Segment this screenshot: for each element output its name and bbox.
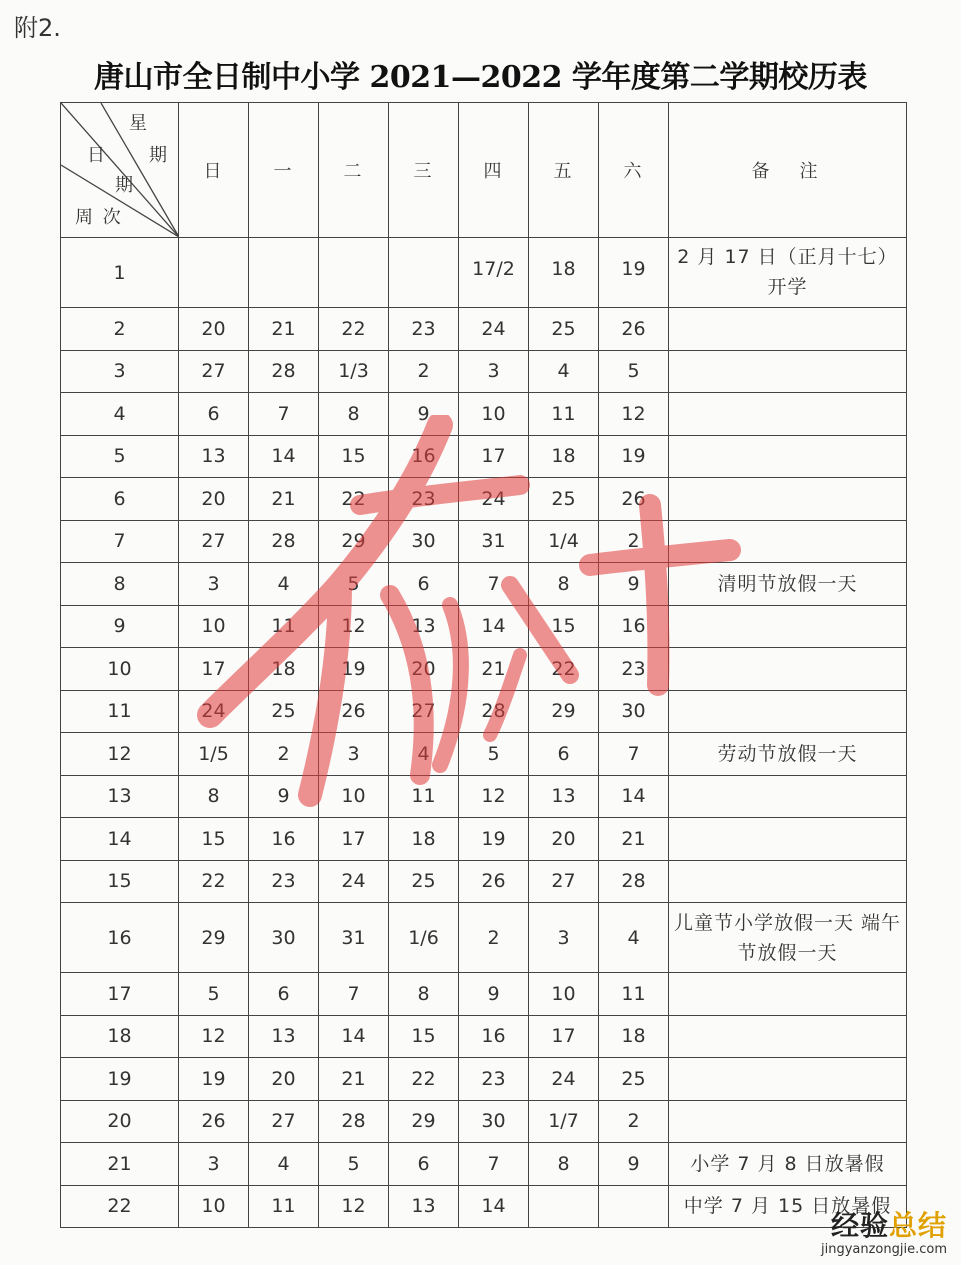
date-cell: 12: [459, 775, 529, 818]
remark-cell: 中学 7 月 15 日放暑假: [669, 1185, 907, 1228]
week-number-cell: 19: [61, 1058, 179, 1101]
date-cell: 20: [389, 648, 459, 691]
week-row: [61, 1143, 907, 1186]
date-cell: 17: [459, 435, 529, 478]
date-cell: 26: [599, 308, 669, 351]
date-cell: 8: [319, 393, 389, 436]
remark-cell: [669, 690, 907, 733]
week-number-cell: 13: [61, 775, 179, 818]
date-cell: 19: [459, 818, 529, 861]
date-cell: 5: [599, 350, 669, 393]
date-cell: 26: [179, 1100, 249, 1143]
week-number-cell: 17: [61, 973, 179, 1016]
day-header-sun: 日: [179, 103, 249, 238]
remark-cell: [669, 1058, 907, 1101]
remark-cell: [669, 973, 907, 1016]
week-row: [61, 648, 907, 691]
remark-cell: 清明节放假一天: [669, 563, 907, 606]
date-cell: 28: [249, 520, 319, 563]
date-cell: 21: [249, 478, 319, 521]
week-number-cell: 16: [61, 903, 179, 973]
corner-label-qi-mid: 期: [115, 175, 135, 196]
week-row: [61, 973, 907, 1016]
corner-label-week: 周 次: [75, 207, 123, 228]
date-cell: 7: [459, 1143, 529, 1186]
remark-cell: [669, 393, 907, 436]
remark-cell: [669, 648, 907, 691]
date-cell: 3: [459, 350, 529, 393]
date-cell: 13: [389, 1185, 459, 1228]
week-number-cell: 7: [61, 520, 179, 563]
date-cell: 9: [599, 563, 669, 606]
week-number-cell: 15: [61, 860, 179, 903]
date-cell: 25: [249, 690, 319, 733]
week-row: [61, 605, 907, 648]
week-number-cell: 9: [61, 605, 179, 648]
date-cell: 6: [529, 733, 599, 776]
week-row: [61, 350, 907, 393]
date-cell: 8: [389, 973, 459, 1016]
date-cell: 21: [319, 1058, 389, 1101]
date-cell: 10: [459, 393, 529, 436]
date-cell: 11: [599, 973, 669, 1016]
date-cell: 14: [599, 775, 669, 818]
date-cell: 21: [459, 648, 529, 691]
day-header-thu: 四: [459, 103, 529, 238]
date-cell: 15: [179, 818, 249, 861]
date-cell: 17: [319, 818, 389, 861]
date-cell: [179, 238, 249, 308]
date-cell: 8: [179, 775, 249, 818]
week-row: [61, 1058, 907, 1101]
week-row: [61, 903, 907, 973]
date-cell: 6: [389, 1143, 459, 1186]
date-cell: 22: [529, 648, 599, 691]
remark-cell: [669, 350, 907, 393]
date-cell: 2: [389, 350, 459, 393]
date-cell: 24: [179, 690, 249, 733]
date-cell: 19: [179, 1058, 249, 1101]
date-cell: 21: [599, 818, 669, 861]
week-row: [61, 1100, 907, 1143]
date-cell: 16: [389, 435, 459, 478]
date-cell: 7: [599, 733, 669, 776]
date-cell: 21: [249, 308, 319, 351]
remark-cell: [669, 520, 907, 563]
corner-header-cell: [61, 103, 179, 238]
date-cell: 3: [529, 903, 599, 973]
date-cell: 12: [319, 605, 389, 648]
week-row: [61, 1015, 907, 1058]
date-cell: 22: [319, 308, 389, 351]
date-cell: 8: [529, 563, 599, 606]
date-cell: 12: [599, 393, 669, 436]
week-row: [61, 238, 907, 308]
date-cell: 7: [249, 393, 319, 436]
remark-cell: [669, 775, 907, 818]
date-cell: 5: [179, 973, 249, 1016]
remark-cell: [669, 478, 907, 521]
date-cell: 1/3: [319, 350, 389, 393]
day-header-fri: 五: [529, 103, 599, 238]
remark-cell: 儿童节小学放假一天 端午节放假一天: [669, 903, 907, 973]
week-number-cell: 1: [61, 238, 179, 308]
date-cell: 10: [179, 605, 249, 648]
date-cell: 3: [179, 563, 249, 606]
remark-cell: [669, 435, 907, 478]
remark-cell: [669, 1100, 907, 1143]
attachment-label: 附2.: [14, 14, 61, 42]
date-cell: 23: [459, 1058, 529, 1101]
date-cell: 18: [389, 818, 459, 861]
remark-cell: 小学 7 月 8 日放暑假: [669, 1143, 907, 1186]
date-cell: 4: [389, 733, 459, 776]
date-cell: 23: [599, 648, 669, 691]
date-cell: 15: [319, 435, 389, 478]
date-cell: 26: [459, 860, 529, 903]
date-cell: 2: [459, 903, 529, 973]
week-number-cell: 11: [61, 690, 179, 733]
date-cell: 27: [389, 690, 459, 733]
week-row: [61, 690, 907, 733]
date-cell: 14: [319, 1015, 389, 1058]
date-cell: 19: [599, 435, 669, 478]
date-cell: 11: [249, 605, 319, 648]
date-cell: 1/4: [529, 520, 599, 563]
date-cell: 24: [319, 860, 389, 903]
week-number-cell: 8: [61, 563, 179, 606]
date-cell: 26: [319, 690, 389, 733]
date-cell: 15: [529, 605, 599, 648]
date-cell: 26: [599, 478, 669, 521]
week-number-cell: 22: [61, 1185, 179, 1228]
date-cell: 27: [249, 1100, 319, 1143]
remark-cell: 2 月 17 日（正月十七）开学: [669, 238, 907, 308]
date-cell: 5: [459, 733, 529, 776]
date-cell: [389, 238, 459, 308]
corner-label-star: 星: [129, 113, 149, 134]
page-title: 唐山市全日制中小学 2021—2022 学年度第二学期校历表: [94, 60, 867, 95]
date-cell: 14: [459, 605, 529, 648]
date-cell: 19: [599, 238, 669, 308]
date-cell: 13: [529, 775, 599, 818]
week-row: [61, 775, 907, 818]
week-number-cell: 3: [61, 350, 179, 393]
week-number-cell: 18: [61, 1015, 179, 1058]
date-cell: 29: [529, 690, 599, 733]
date-cell: 18: [529, 435, 599, 478]
date-cell: 31: [319, 903, 389, 973]
date-cell: 5: [319, 563, 389, 606]
date-cell: 4: [599, 903, 669, 973]
date-cell: [249, 238, 319, 308]
date-cell: 16: [599, 605, 669, 648]
date-cell: 3: [179, 1143, 249, 1186]
date-cell: 20: [249, 1058, 319, 1101]
date-cell: 18: [249, 648, 319, 691]
week-row: [61, 393, 907, 436]
day-header-sat: 六: [599, 103, 669, 238]
calendar-body: [61, 238, 907, 1228]
date-cell: 6: [249, 973, 319, 1016]
date-cell: 13: [179, 435, 249, 478]
date-cell: 6: [179, 393, 249, 436]
date-cell: 17: [179, 648, 249, 691]
date-cell: 11: [389, 775, 459, 818]
remark-header: 备 注: [669, 103, 907, 238]
date-cell: 9: [389, 393, 459, 436]
date-cell: 25: [599, 1058, 669, 1101]
date-cell: 22: [179, 860, 249, 903]
week-row: [61, 818, 907, 861]
date-cell: 27: [179, 350, 249, 393]
date-cell: 18: [599, 1015, 669, 1058]
date-cell: 23: [249, 860, 319, 903]
week-number-cell: 14: [61, 818, 179, 861]
week-row: [61, 733, 907, 776]
date-cell: 13: [249, 1015, 319, 1058]
date-cell: 28: [599, 860, 669, 903]
week-row: [61, 520, 907, 563]
date-cell: 20: [179, 308, 249, 351]
date-cell: 29: [319, 520, 389, 563]
date-cell: 7: [319, 973, 389, 1016]
week-number-cell: 2: [61, 308, 179, 351]
date-cell: 28: [249, 350, 319, 393]
watermark-url: jingyanzongjie.com: [820, 1242, 947, 1257]
week-number-cell: 21: [61, 1143, 179, 1186]
date-cell: 16: [249, 818, 319, 861]
date-cell: 9: [459, 973, 529, 1016]
remark-cell: [669, 605, 907, 648]
week-number-cell: 5: [61, 435, 179, 478]
date-cell: 9: [599, 1143, 669, 1186]
date-cell: 28: [319, 1100, 389, 1143]
header-row: [61, 103, 907, 238]
date-cell: 20: [529, 818, 599, 861]
date-cell: 2: [249, 733, 319, 776]
date-cell: 7: [459, 563, 529, 606]
date-cell: 25: [529, 478, 599, 521]
date-cell: 22: [389, 1058, 459, 1101]
remark-cell: 劳动节放假一天: [669, 733, 907, 776]
date-cell: 17: [529, 1015, 599, 1058]
date-cell: 5: [319, 1143, 389, 1186]
date-cell: 12: [319, 1185, 389, 1228]
date-cell: 20: [179, 478, 249, 521]
week-row: [61, 478, 907, 521]
date-cell: 23: [389, 478, 459, 521]
date-cell: 19: [319, 648, 389, 691]
corner-label-ri: 日: [87, 145, 107, 166]
date-cell: 30: [389, 520, 459, 563]
date-cell: 27: [179, 520, 249, 563]
date-cell: 2: [599, 1100, 669, 1143]
week-number-cell: 12: [61, 733, 179, 776]
date-cell: 4: [529, 350, 599, 393]
week-number-cell: 10: [61, 648, 179, 691]
date-cell: 30: [249, 903, 319, 973]
date-cell: 28: [459, 690, 529, 733]
date-cell: 29: [389, 1100, 459, 1143]
date-cell: 30: [459, 1100, 529, 1143]
date-cell: 24: [459, 308, 529, 351]
day-header-tue: 二: [319, 103, 389, 238]
day-header-mon: 一: [249, 103, 319, 238]
date-cell: 24: [459, 478, 529, 521]
date-cell: 23: [389, 308, 459, 351]
week-number-cell: 4: [61, 393, 179, 436]
date-cell: [599, 1185, 669, 1228]
school-calendar-table: [60, 102, 907, 1228]
date-cell: 24: [529, 1058, 599, 1101]
remark-cell: [669, 860, 907, 903]
date-cell: 1/5: [179, 733, 249, 776]
date-cell: 27: [529, 860, 599, 903]
date-cell: 14: [249, 435, 319, 478]
date-cell: 4: [249, 1143, 319, 1186]
date-cell: 11: [249, 1185, 319, 1228]
date-cell: 25: [529, 308, 599, 351]
date-cell: 1/6: [389, 903, 459, 973]
remark-cell: [669, 818, 907, 861]
date-cell: 17/2: [459, 238, 529, 308]
date-cell: 18: [529, 238, 599, 308]
date-cell: 10: [529, 973, 599, 1016]
date-cell: 9: [249, 775, 319, 818]
week-row: [61, 860, 907, 903]
remark-cell: [669, 1015, 907, 1058]
date-cell: 3: [319, 733, 389, 776]
corner-label-qi-top: 期: [149, 145, 169, 166]
week-row: [61, 308, 907, 351]
date-cell: 22: [319, 478, 389, 521]
date-cell: 2: [599, 520, 669, 563]
date-cell: 29: [179, 903, 249, 973]
week-number-cell: 6: [61, 478, 179, 521]
date-cell: 11: [529, 393, 599, 436]
remark-cell: [669, 308, 907, 351]
date-cell: 10: [319, 775, 389, 818]
week-row: [61, 1185, 907, 1228]
date-cell: 15: [389, 1015, 459, 1058]
date-cell: [319, 238, 389, 308]
date-cell: 13: [389, 605, 459, 648]
date-cell: 12: [179, 1015, 249, 1058]
date-cell: 25: [389, 860, 459, 903]
date-cell: 16: [459, 1015, 529, 1058]
date-cell: 1/7: [529, 1100, 599, 1143]
date-cell: 6: [389, 563, 459, 606]
week-row: [61, 563, 907, 606]
date-cell: 31: [459, 520, 529, 563]
week-row: [61, 435, 907, 478]
week-number-cell: 20: [61, 1100, 179, 1143]
date-cell: 10: [179, 1185, 249, 1228]
date-cell: 30: [599, 690, 669, 733]
date-cell: 4: [249, 563, 319, 606]
date-cell: 14: [459, 1185, 529, 1228]
day-header-wed: 三: [389, 103, 459, 238]
date-cell: [529, 1185, 599, 1228]
watermark-logo-text: 经验总结: [830, 1209, 947, 1242]
date-cell: 8: [529, 1143, 599, 1186]
